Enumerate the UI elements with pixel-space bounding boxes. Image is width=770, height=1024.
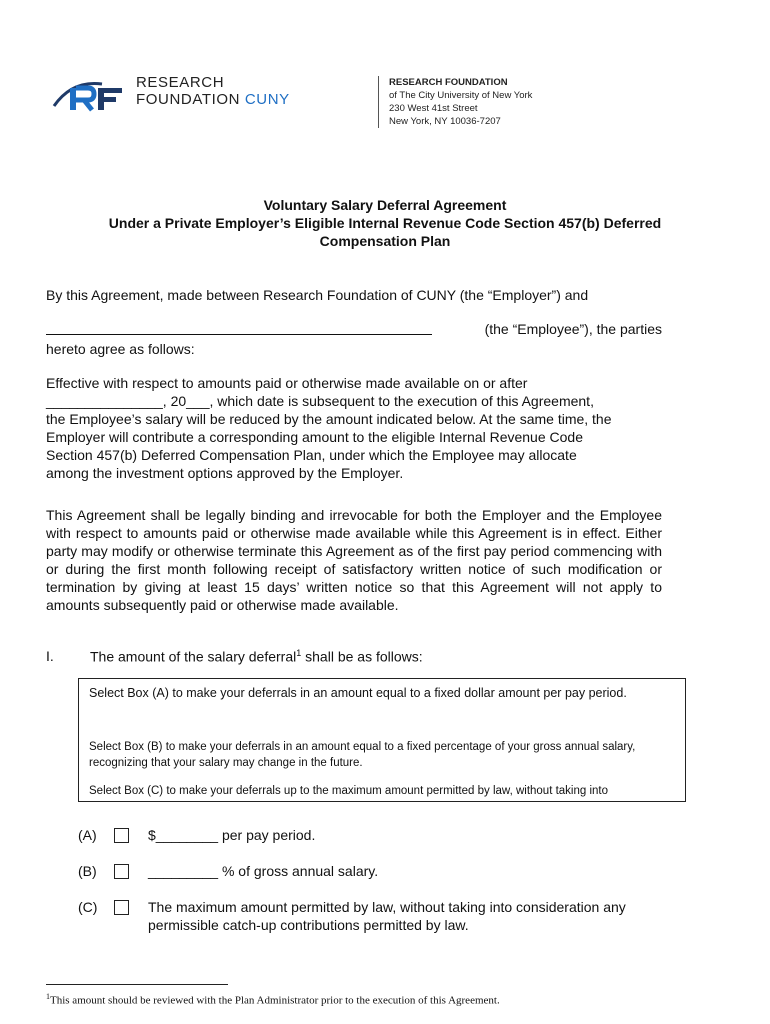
title-line-1: Voluntary Salary Deferral Agreement bbox=[263, 197, 507, 213]
employee-label: (the “Employee”), the parties bbox=[484, 321, 662, 337]
title-line-3: Compensation Plan bbox=[319, 233, 451, 249]
option-a-checkbox[interactable] bbox=[114, 828, 129, 843]
address-line-1: of The City University of New York bbox=[389, 90, 533, 101]
binding-paragraph: This Agreement shall be legally binding and irrevocable for both the Employer and the Employee with respect to amounts paid or otherwise made available while this Agreement is in effect. Either party may modify or otherwise terminate this Agreement as of the first pay period commencing with or during the first month following receipt of satisfactory written notice of such modification or termination by giving at least 15 days’ written notice so that this Agreement will not apply to amounts subsequently paid or otherwise made available. bbox=[46, 507, 662, 613]
rf-logo-icon bbox=[52, 76, 132, 112]
footnote bbox=[46, 992, 500, 1007]
effective-line-1: Effective with respect to amounts paid or otherwise made available on or after bbox=[46, 375, 528, 391]
logo-line-foundation: FOUNDATION bbox=[136, 91, 241, 108]
option-b-text: _________ % of gross annual salary. bbox=[148, 863, 379, 879]
option-a-label: (A) bbox=[78, 827, 97, 843]
option-a-text: $________ per pay period. bbox=[148, 827, 316, 843]
footnote-rule bbox=[46, 984, 228, 985]
section-number: I. bbox=[46, 648, 54, 664]
effective-line-5: Section 457(b) Deferred Compensation Plan, under which the Employee may allocate bbox=[46, 447, 577, 463]
option-b-label: (B) bbox=[78, 863, 97, 879]
option-c-checkbox[interactable] bbox=[114, 900, 129, 915]
address-line-3: New York, NY 10036-7207 bbox=[389, 116, 501, 127]
address-block bbox=[378, 76, 532, 128]
section-text: The amount of the salary deferral bbox=[90, 648, 297, 665]
instruction-c: Select Box (C) to make your deferrals up to the maximum amount permitted by law, without taking into bbox=[89, 785, 609, 797]
option-c-text: The maximum amount permitted by law, without taking into consideration any permissible catch-up contributions permitted by law. bbox=[148, 899, 626, 933]
title-line-2: Under a Private Employer’s Eligible Internal Revenue Code Section 457(b) Deferred bbox=[108, 215, 662, 231]
address-line-2: 230 West 41st Street bbox=[389, 103, 478, 114]
effective-line-3: the Employee’s salary will be reduced by the amount indicated below. At the same time, the bbox=[46, 411, 612, 427]
instruction-b: Select Box (B) to make your deferrals in an amount equal to a fixed percentage of your gross annual salary, recognizing that your salary may change in the future. bbox=[89, 741, 636, 769]
footnote-text: This amount should be reviewed with the Plan Administrator prior to the execution of this Agreement. bbox=[50, 994, 500, 1007]
option-c-label: (C) bbox=[78, 899, 98, 915]
address-org: RESEARCH FOUNDATION bbox=[389, 77, 508, 88]
footnote-ref: 1 bbox=[296, 648, 302, 658]
instruction-a: Select Box (A) to make your deferrals in an amount equal to a fixed dollar amount per pay period. bbox=[89, 686, 627, 700]
option-b-checkbox[interactable] bbox=[114, 864, 129, 879]
effective-paragraph bbox=[46, 374, 686, 482]
effective-line-6: among the investment options approved by the Employer. bbox=[46, 465, 404, 481]
footnote-number: 1 bbox=[46, 992, 50, 1001]
effective-line-4: Employer will contribute a corresponding amount to the eligible Internal Revenue Code bbox=[46, 429, 583, 445]
intro-line-3: hereto agree as follows: bbox=[46, 341, 195, 357]
employee-name-row bbox=[46, 320, 662, 338]
rf-cuny-logo bbox=[52, 72, 312, 116]
document-title bbox=[30, 196, 740, 250]
logo-wordmark bbox=[136, 74, 290, 108]
logo-line-cuny: CUNY bbox=[244, 91, 290, 108]
logo-line-research: RESEARCH bbox=[136, 74, 225, 91]
section-text-end: shall be as follows: bbox=[301, 648, 423, 665]
intro-line-1: By this Agreement, made between Research Foundation of CUNY (the “Employer”) and bbox=[46, 287, 589, 303]
effective-line-2: _______________, 20___, which date is subsequent to the execution of this Agreement, bbox=[46, 393, 594, 409]
employee-name-blank[interactable] bbox=[46, 320, 432, 335]
instructions-box bbox=[78, 678, 686, 802]
